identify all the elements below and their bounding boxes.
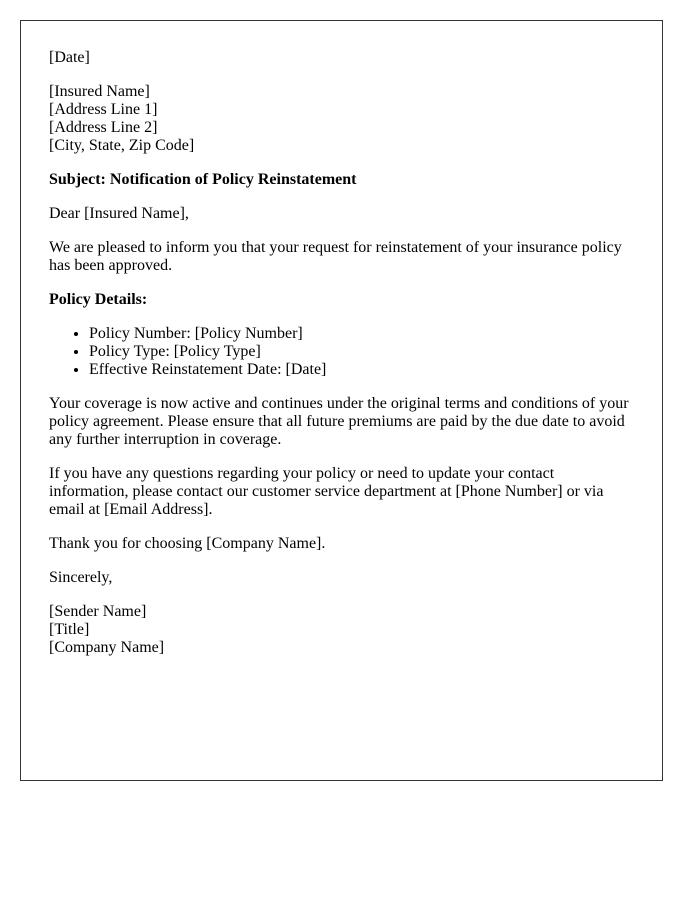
list-item: • Policy Number: [Policy Number] xyxy=(89,325,634,343)
intro-paragraph: We are pleased to inform you that your request for reinstatement of your insurance policy has been approved. xyxy=(49,239,622,274)
address-line-2: [Address Line 2] xyxy=(49,119,158,136)
list-item: • Policy Type: [Policy Type] xyxy=(89,343,634,361)
details-heading: Policy Details: xyxy=(49,291,148,308)
thanks: Thank you for choosing [Company Name]. xyxy=(49,535,326,552)
sender-name: [Sender Name] xyxy=(49,603,147,620)
details-list xyxy=(49,325,634,379)
letter xyxy=(20,20,663,781)
closing: Sincerely, xyxy=(49,569,113,586)
recipient-address xyxy=(49,83,634,155)
recipient-name: [Insured Name] xyxy=(49,83,150,100)
subject: Subject: Notification of Policy Reinstatement xyxy=(49,171,357,188)
sender-title: [Title] xyxy=(49,621,90,638)
contact-paragraph: If you have any questions regarding your policy or need to update your contact information, please contact our customer service department at [Phone Number] or via email at [Email Address]. xyxy=(49,465,604,518)
signature-block xyxy=(49,603,634,657)
list-item: • Effective Reinstatement Date: [Date] xyxy=(89,361,634,379)
city-state-zip: [City, State, Zip Code] xyxy=(49,137,195,154)
sender-company: [Company Name] xyxy=(49,639,165,656)
coverage-paragraph: Your coverage is now active and continues under the original terms and conditions of your policy agreement. Please ensure that all future premiums are paid by the due date to avoid any further interruption in coverage. xyxy=(49,395,629,448)
date: [Date] xyxy=(49,49,90,66)
salutation: Dear [Insured Name], xyxy=(49,205,189,222)
address-line-1: [Address Line 1] xyxy=(49,101,158,118)
